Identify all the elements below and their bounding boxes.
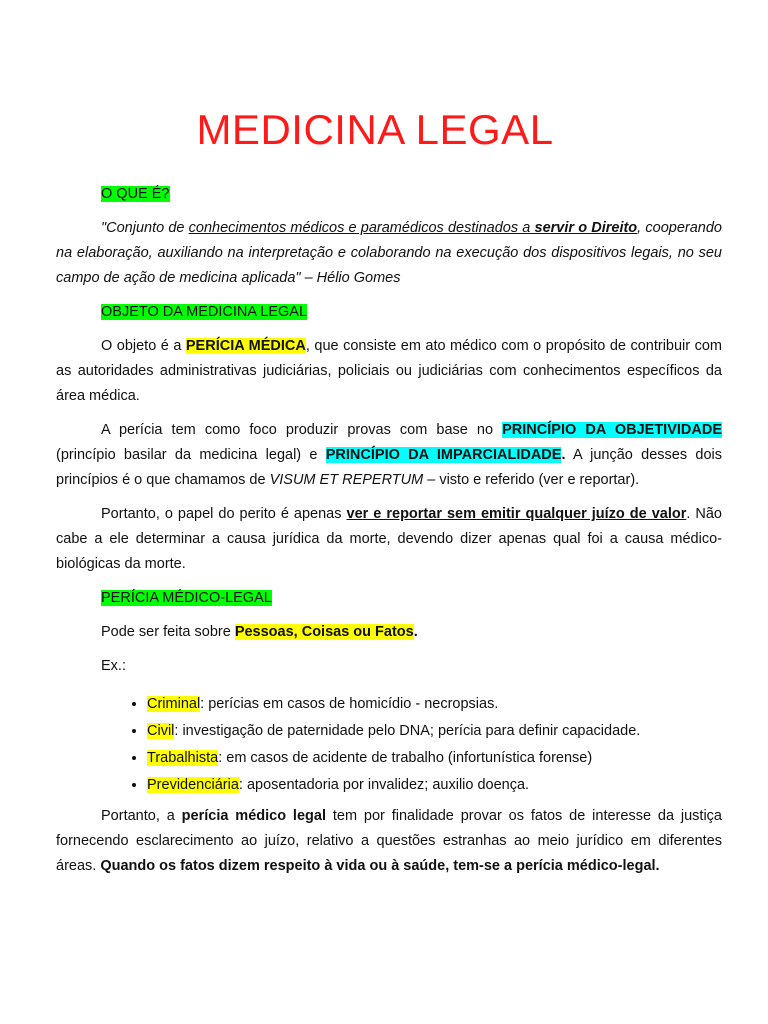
quote-open: "Conjunto de	[101, 220, 189, 236]
list-item-label: Civil	[147, 723, 175, 739]
list-item-text: : perícias em casos de homicídio - necropsias.	[200, 696, 499, 712]
final-bold-2: Quando os fatos dizem respeito à vida ou à saúde, tem-se a perícia médico-legal.	[100, 858, 660, 874]
paragraph-final	[56, 804, 722, 879]
objeto-2-highlight-1: PRINCÍPIO DA OBJETIVIDADE	[502, 422, 722, 438]
heading-o-que-e	[56, 182, 722, 207]
heading-objeto	[56, 300, 722, 325]
pericia-1-pre: Pode ser feita sobre	[101, 624, 235, 640]
objeto-2-dot: .	[561, 447, 566, 463]
heading-objeto-text: OBJETO DA MEDICINA LEGAL	[101, 304, 308, 320]
quote-rest: , cooperando na elaboração, auxiliando na interpretação e colaborando na execução dos dispositivos legais, no seu campo de ação de medicina aplicada" – Hélio Gomes	[56, 220, 722, 286]
objeto-2-post: – visto e referido (ver e reportar).	[423, 472, 640, 488]
final-mid: tem por finalidade provar os fatos de interesse da justiça fornecendo esclarecimento ao juízo, relativo a questões estranhas ao meio jurídico em diferentes áreas.	[56, 808, 722, 874]
quote-underlined: conhecimentos médicos e paramédicos destinados a	[188, 220, 535, 236]
list-item-label: Trabalhista	[147, 750, 219, 766]
list-item-previdenciaria	[147, 773, 722, 798]
list-item-text: : em casos de acidente de trabalho (infortunística forense)	[218, 750, 593, 766]
objeto-1-post: , que consiste em ato médico com o propósito de contribuir com as autoridades administrativas judiciárias, policiais ou judiciárias com conhecimentos específicos da área médica.	[56, 338, 722, 404]
list-item-text: : aposentadoria por invalidez; auxilio doença.	[238, 777, 530, 793]
objeto-2-highlight-2: PRINCÍPIO DA IMPARCIALIDADE	[325, 447, 562, 463]
objeto-1-pre: O objeto é a	[101, 338, 186, 354]
objeto-3-bold-underlined: ver e reportar sem emitir qualquer juízo de valor	[346, 506, 687, 522]
paragraph-objeto-1	[56, 334, 722, 409]
objeto-2-italic: VISUM ET REPERTUM	[269, 472, 424, 488]
final-pre: Portanto, a	[101, 808, 182, 824]
pericia-1-post: .	[413, 624, 418, 640]
objeto-1-highlight: PERÍCIA MÉDICA	[185, 338, 306, 354]
paragraph-objeto-3	[56, 502, 722, 577]
document-title: MEDICINA LEGAL	[196, 106, 554, 153]
document-body	[56, 182, 722, 888]
objeto-2-mid2: A junção desses dois princípios é o que chamamos de	[56, 447, 722, 488]
list-item-civil	[147, 719, 722, 744]
quote-bold-underlined: servir o Direito	[534, 220, 638, 236]
paragraph-ex: Ex.:	[101, 658, 126, 674]
heading-pericia	[56, 586, 722, 611]
list-item-criminal	[147, 692, 722, 717]
list-item-label: Criminal	[147, 696, 201, 712]
pericia-1-highlight: Pessoas, Coisas ou Fatos	[234, 624, 414, 640]
paragraph-pericia-1	[56, 620, 722, 645]
list-item-text: : investigação de paternidade pelo DNA; perícia para definir capacidade.	[174, 723, 641, 739]
objeto-2-mid: (princípio basilar da medicina legal) e	[56, 447, 326, 463]
pericia-types-list	[56, 692, 722, 798]
objeto-3-post: . Não cabe a ele determinar a causa jurídica da morte, devendo dizer apenas qual foi a causa médico-biológicas da morte.	[56, 506, 722, 572]
objeto-3-pre: Portanto, o papel do perito é apenas	[101, 506, 347, 522]
list-item-label: Previdenciária	[147, 777, 239, 793]
heading-o-que-e-text: O QUE É?	[101, 186, 170, 202]
paragraph-objeto-2	[56, 418, 722, 493]
objeto-2-pre: A perícia tem como foco produzir provas com base no	[101, 422, 503, 438]
final-bold-1: perícia médico legal	[181, 808, 326, 824]
heading-pericia-text: PERÍCIA MÉDICO-LEGAL	[101, 590, 272, 606]
paragraph-definition-quote	[56, 216, 722, 291]
list-item-trabalhista	[147, 746, 722, 771]
